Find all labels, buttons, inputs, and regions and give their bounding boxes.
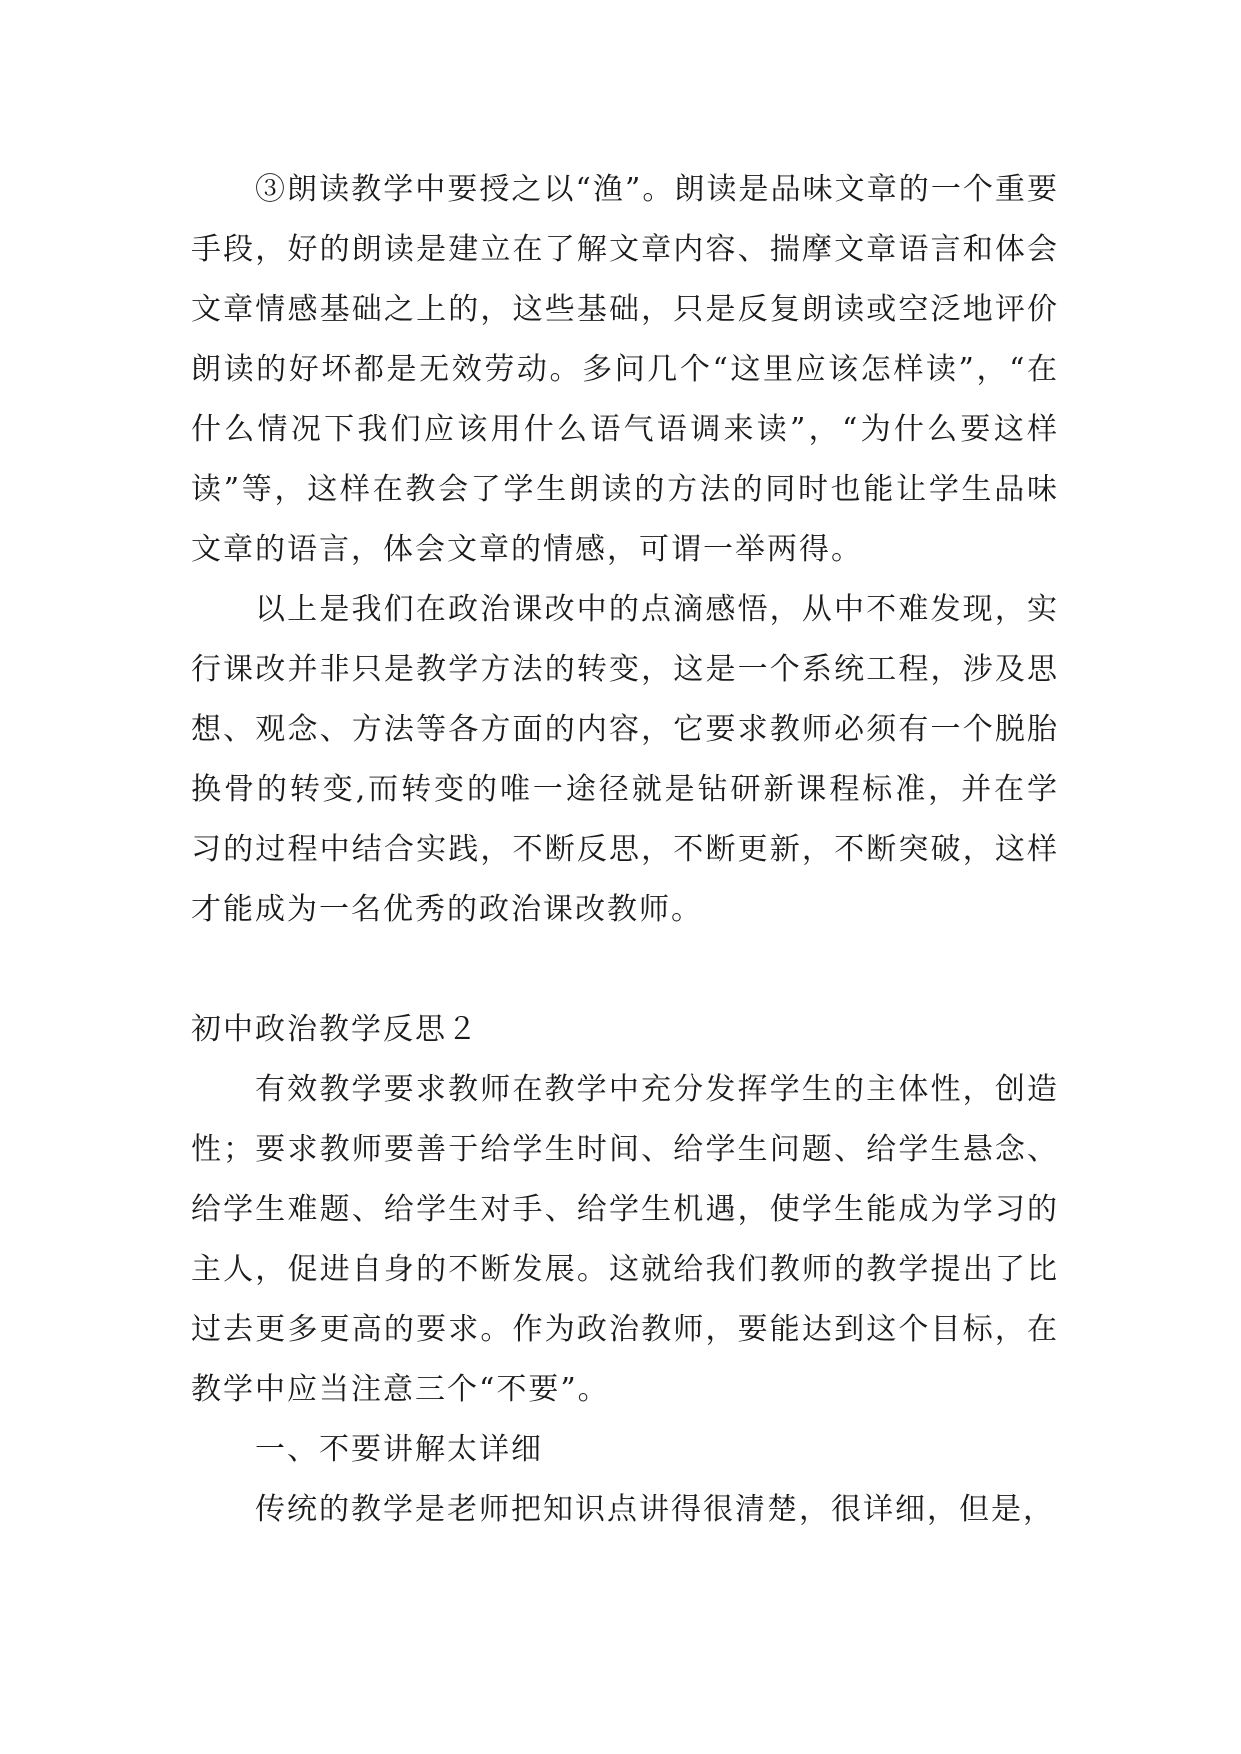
- section-gap: [191, 940, 1059, 1000]
- paragraph-summary: 以上是我们在政治课改中的点滴感悟，从中不难发现，实行课改并非只是教学方法的转变，这是一个系统工程，涉及思想、观念、方法等各方面的内容，它要求教师必须有一个脱胎换骨的转变,而转变的唯一途径就是钻研新课程标准，并在学习的过程中结合实践，不断反思，不断更新，不断突破，这样才能成为一名优秀的政治课改教师。: [191, 592, 1059, 927]
- section-heading: 初中政治教学反思２: [191, 1012, 479, 1047]
- paragraph-effective-teaching: 有效教学要求教师在教学中充分发挥学生的主体性，创造性；要求教师要善于给学生时间、给学生问题、给学生悬念、给学生难题、给学生对手、给学生机遇，使学生能成为学习的主人，促进自身的不断发展。这就给我们教师的教学提出了比过去更多更高的要求。作为政治教师，要能达到这个目标，在教学中应当注意三个“不要”。: [191, 1072, 1059, 1407]
- document-body: [191, 160, 1059, 1540]
- paragraph-traditional-teaching: 传统的教学是老师把知识点讲得很清楚，很详细，但是，: [255, 1492, 1055, 1527]
- paragraph-reading-teaching: ③朗读教学中要授之以“渔”。朗读是品味文章的一个重要手段，好的朗读是建立在了解文章内容、揣摩文章语言和体会文章情感基础之上的，这些基础，只是反复朗读或空泛地评价朗读的好坏都是无效劳动。多问几个“这里应该怎样读”，“在什么情况下我们应该用什么语气语调来读”，“为什么要这样读”等，这样在教会了学生朗读的方法的同时也能让学生品味文章的语言，体会文章的情感，可谓一举两得。: [191, 172, 1059, 567]
- subheading-point-one: 一、不要讲解太详细: [255, 1432, 543, 1467]
